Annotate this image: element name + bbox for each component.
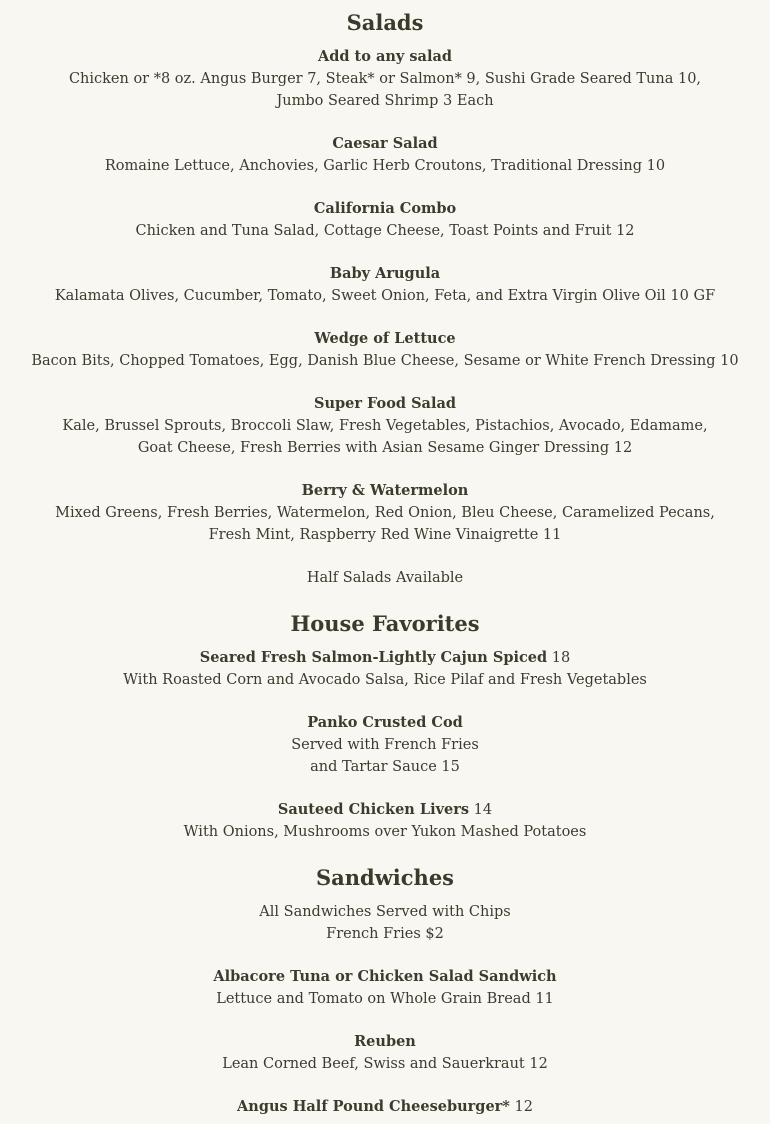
- addon-name: Add to any salad: [317, 48, 452, 65]
- salads-heading: Salads: [346, 10, 424, 35]
- half-salads-note: Half Salads Available: [306, 570, 464, 586]
- menu-item-california-combo: [0, 198, 770, 242]
- item-desc: Lettuce and Tomato on Whole Grain Bread 11: [216, 991, 554, 1007]
- item-name: California Combo: [313, 200, 457, 217]
- menu-item-baby-arugula: [0, 263, 770, 307]
- item-name: Baby Arugula: [329, 265, 441, 282]
- item-name: Berry & Watermelon: [301, 482, 469, 499]
- item-desc: Romaine Lettuce, Anchovies, Garlic Herb Croutons, Traditional Dressing 10: [104, 158, 666, 174]
- item-desc: With Roasted Corn and Avocado Salsa, Rice Pilaf and Fresh Vegetables: [123, 672, 647, 688]
- menu-item-super-food: [0, 393, 770, 459]
- menu-item-caesar: [0, 133, 770, 177]
- item-name: Albacore Tuna or Chicken Salad Sandwich: [213, 968, 557, 985]
- item-name: Panko Crusted Cod: [307, 714, 463, 731]
- menu-item-salmon: [0, 647, 770, 691]
- item-desc: Bacon Bits, Chopped Tomatoes, Egg, Danish Blue Cheese, Sesame or White French Dressing 10: [31, 353, 739, 369]
- item-name: Super Food Salad: [313, 395, 456, 412]
- house-favorites-heading: House Favorites: [290, 611, 480, 636]
- menu-item-cheeseburger: [0, 1096, 770, 1118]
- item-name: Angus Half Pound Cheeseburger*: [237, 1098, 510, 1115]
- sandwiches-notes: [0, 901, 770, 945]
- menu-item-tuna-chicken-sandwich: [0, 966, 770, 1010]
- salad-addon: [0, 46, 770, 112]
- menu-item-cod: [0, 712, 770, 778]
- item-desc-line1: Served with French Fries: [291, 737, 479, 753]
- item-name: Seared Fresh Salmon-Lightly Cajun Spiced: [199, 649, 548, 666]
- sandwiches-heading: Sandwiches: [315, 865, 455, 890]
- item-name: Wedge of Lettuce: [314, 330, 456, 347]
- sandwiches-note-fries: French Fries $2: [326, 926, 444, 942]
- item-name: Sauteed Chicken Livers: [277, 801, 470, 818]
- menu-item-reuben: [0, 1031, 770, 1075]
- item-desc: Kale, Brussel Sprouts, Broccoli Slaw, Fresh Vegetables, Pistachios, Avocado, Edamame, Goat Cheese, Fresh Berries with Asian Sesame Ginger Dressing 12: [62, 418, 708, 456]
- item-desc: Kalamata Olives, Cucumber, Tomato, Sweet Onion, Feta, and Extra Virgin Olive Oil 10 GF: [54, 288, 716, 304]
- item-name: Reuben: [354, 1033, 416, 1050]
- item-price: 14: [469, 802, 493, 818]
- item-desc: Lean Corned Beef, Swiss and Sauerkraut 12: [222, 1056, 548, 1072]
- item-price: 18: [547, 650, 571, 666]
- item-name: Caesar Salad: [332, 135, 438, 152]
- item-desc: Chicken and Tuna Salad, Cottage Cheese, Toast Points and Fruit 12: [135, 223, 635, 239]
- addon-desc: Chicken or *8 oz. Angus Burger 7, Steak* or Salmon* 9, Sushi Grade Seared Tuna 10, Jumbo Seared Shrimp 3 Each: [68, 71, 702, 109]
- item-desc: Mixed Greens, Fresh Berries, Watermelon, Red Onion, Bleu Cheese, Caramelized Pecans, Fresh Mint, Raspberry Red Wine Vinaigrette 11: [55, 505, 715, 543]
- item-desc-line2: and Tartar Sauce 15: [310, 759, 460, 775]
- sandwiches-note-chips: All Sandwiches Served with Chips: [259, 904, 511, 920]
- menu-item-wedge: [0, 328, 770, 372]
- item-price: 12: [509, 1099, 533, 1115]
- item-desc: With Onions, Mushrooms over Yukon Mashed Potatoes: [183, 824, 587, 840]
- menu-item-berry-watermelon: [0, 480, 770, 546]
- menu-item-chicken-livers: [0, 799, 770, 843]
